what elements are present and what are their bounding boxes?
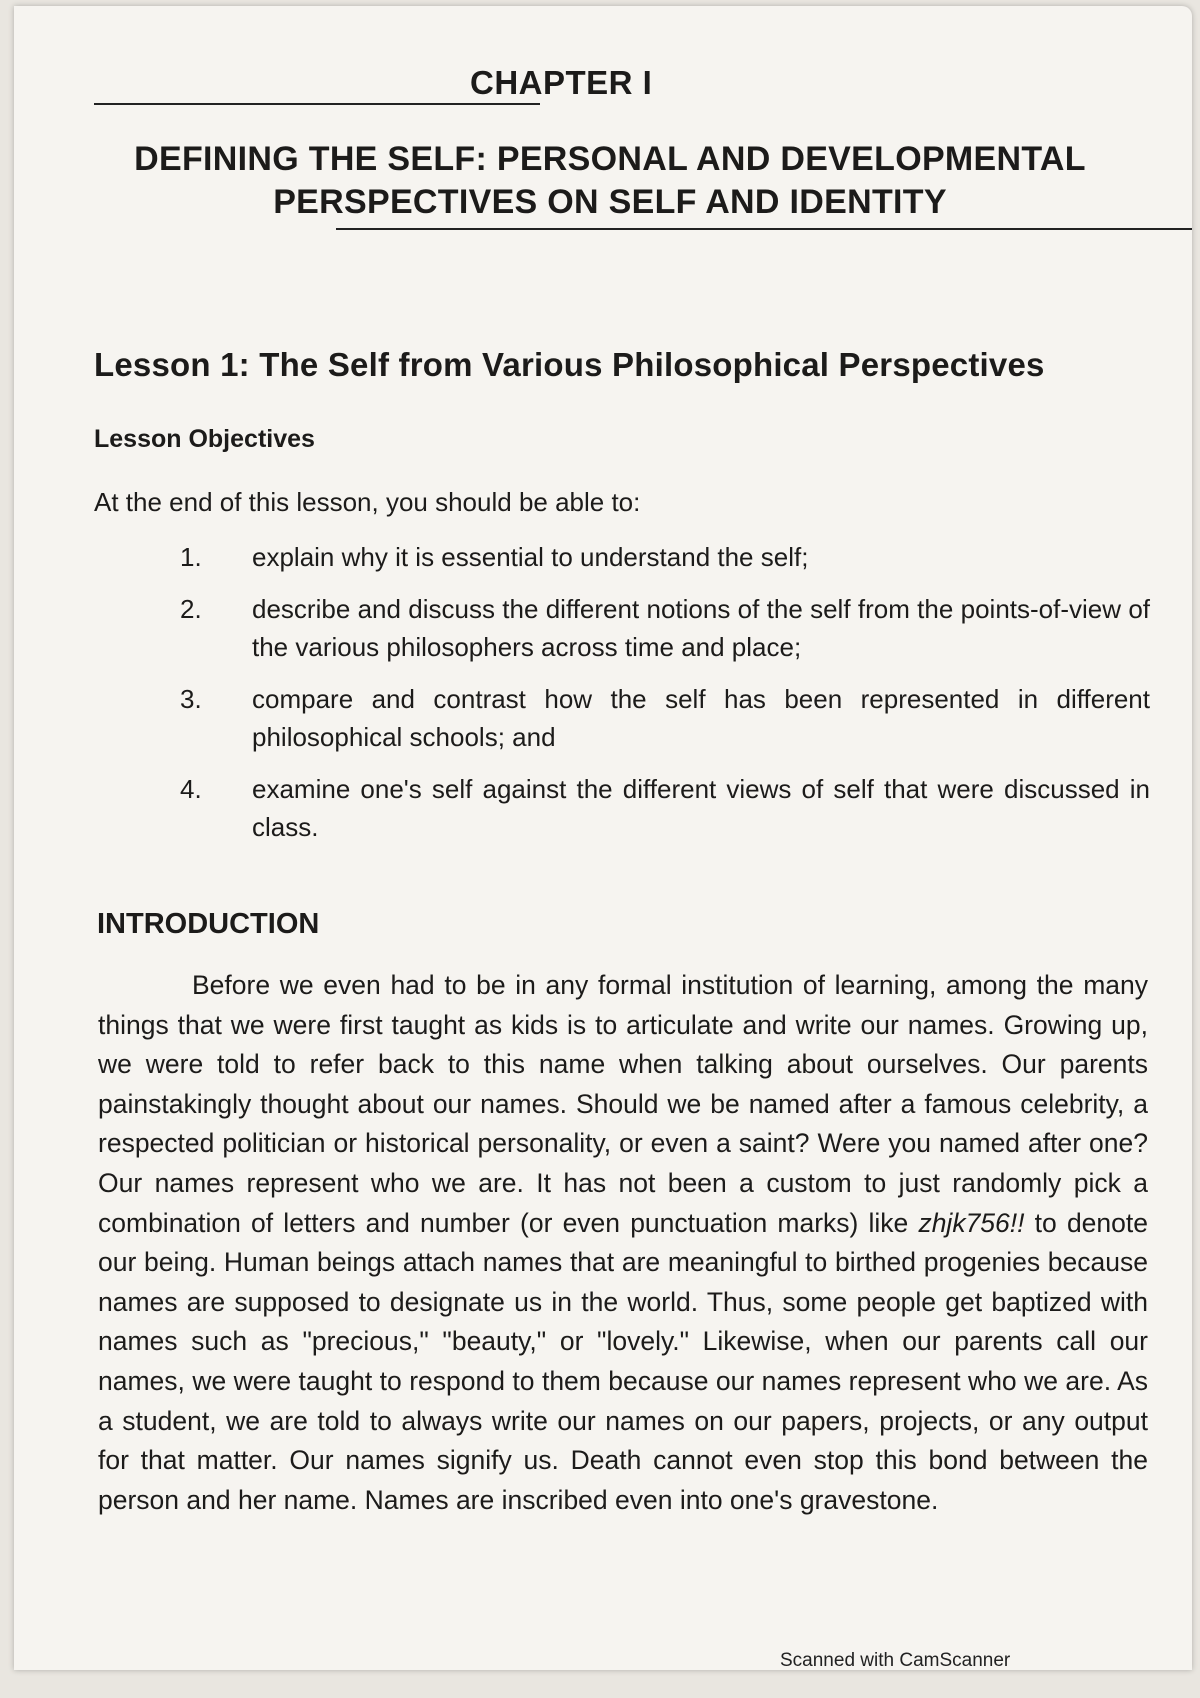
objective-text: examine one's self against the different views of self that were discussed in class. — [252, 774, 1150, 842]
objectives-intro: At the end of this lesson, you should be able to: — [94, 487, 641, 517]
introduction-heading: INTRODUCTION — [97, 908, 320, 940]
objective-item — [180, 538, 1150, 576]
chapter-label: CHAPTER I — [470, 64, 653, 101]
example-name-emphasis: zhjk756!! — [918, 1207, 1025, 1238]
chapter-title — [80, 138, 1140, 224]
chapter-title-line-2: PERSPECTIVES ON SELF AND IDENTITY — [273, 183, 947, 221]
objective-number: 4. — [180, 774, 202, 804]
objective-text: explain why it is essential to understand the self; — [252, 542, 809, 572]
objective-item — [180, 680, 1150, 756]
lesson-title: Lesson 1: The Self from Various Philosophical Perspectives — [94, 346, 1045, 383]
chapter-underline — [94, 103, 540, 105]
objective-item — [180, 770, 1150, 846]
camscanner-watermark: Scanned with CamScanner — [780, 1650, 1011, 1671]
introduction-paragraph — [98, 966, 1148, 1520]
objective-item — [180, 590, 1150, 666]
objective-text: describe and discuss the different notions of the self from the points-of-view of the various philosophers across time and place; — [252, 594, 1150, 662]
title-underline — [336, 228, 1192, 230]
objective-number: 3. — [180, 684, 202, 714]
objective-number: 1. — [180, 542, 202, 572]
objectives-list — [180, 538, 1150, 846]
objectives-heading: Lesson Objectives — [94, 425, 315, 453]
paragraph-text-part-1: Before we even had to be in any formal institution of learning, among the many things that we were first taught as kids is to articulate and write our names. Growing up, we were told to refer back to this name when talking about ourselves. Our parents painstakingly thought about our names. Should we be named after a famous celebrity, a respected politician or historical personality, or even a saint? Were you named after one? Our names represent who we are. It has not been a custom to just randomly pick a combination of letters and number (or even punctuation marks) like — [98, 970, 1148, 1238]
paragraph-text-part-2: to denote our being. Human beings attach names that are meaningful to birthed progenies because names are supposed to designate us in the world. Thus, some people get baptized with names such as "precious," "beauty," or "lovely." Likewise, when our parents call our names, we were taught to respond to them because our names represent who we are. As a student, we are told to always write our names on our papers, projects, or any output for that matter. Our names signify us. Death cannot even stop this bond between the person and her name. Names are inscribed even into one's gravestone. — [98, 1207, 1148, 1515]
chapter-title-line-1: DEFINING THE SELF: PERSONAL AND DEVELOPMENTAL — [134, 140, 1086, 178]
objective-number: 2. — [180, 594, 202, 624]
objective-text: compare and contrast how the self has been represented in different philosophical schools; and — [252, 684, 1150, 752]
